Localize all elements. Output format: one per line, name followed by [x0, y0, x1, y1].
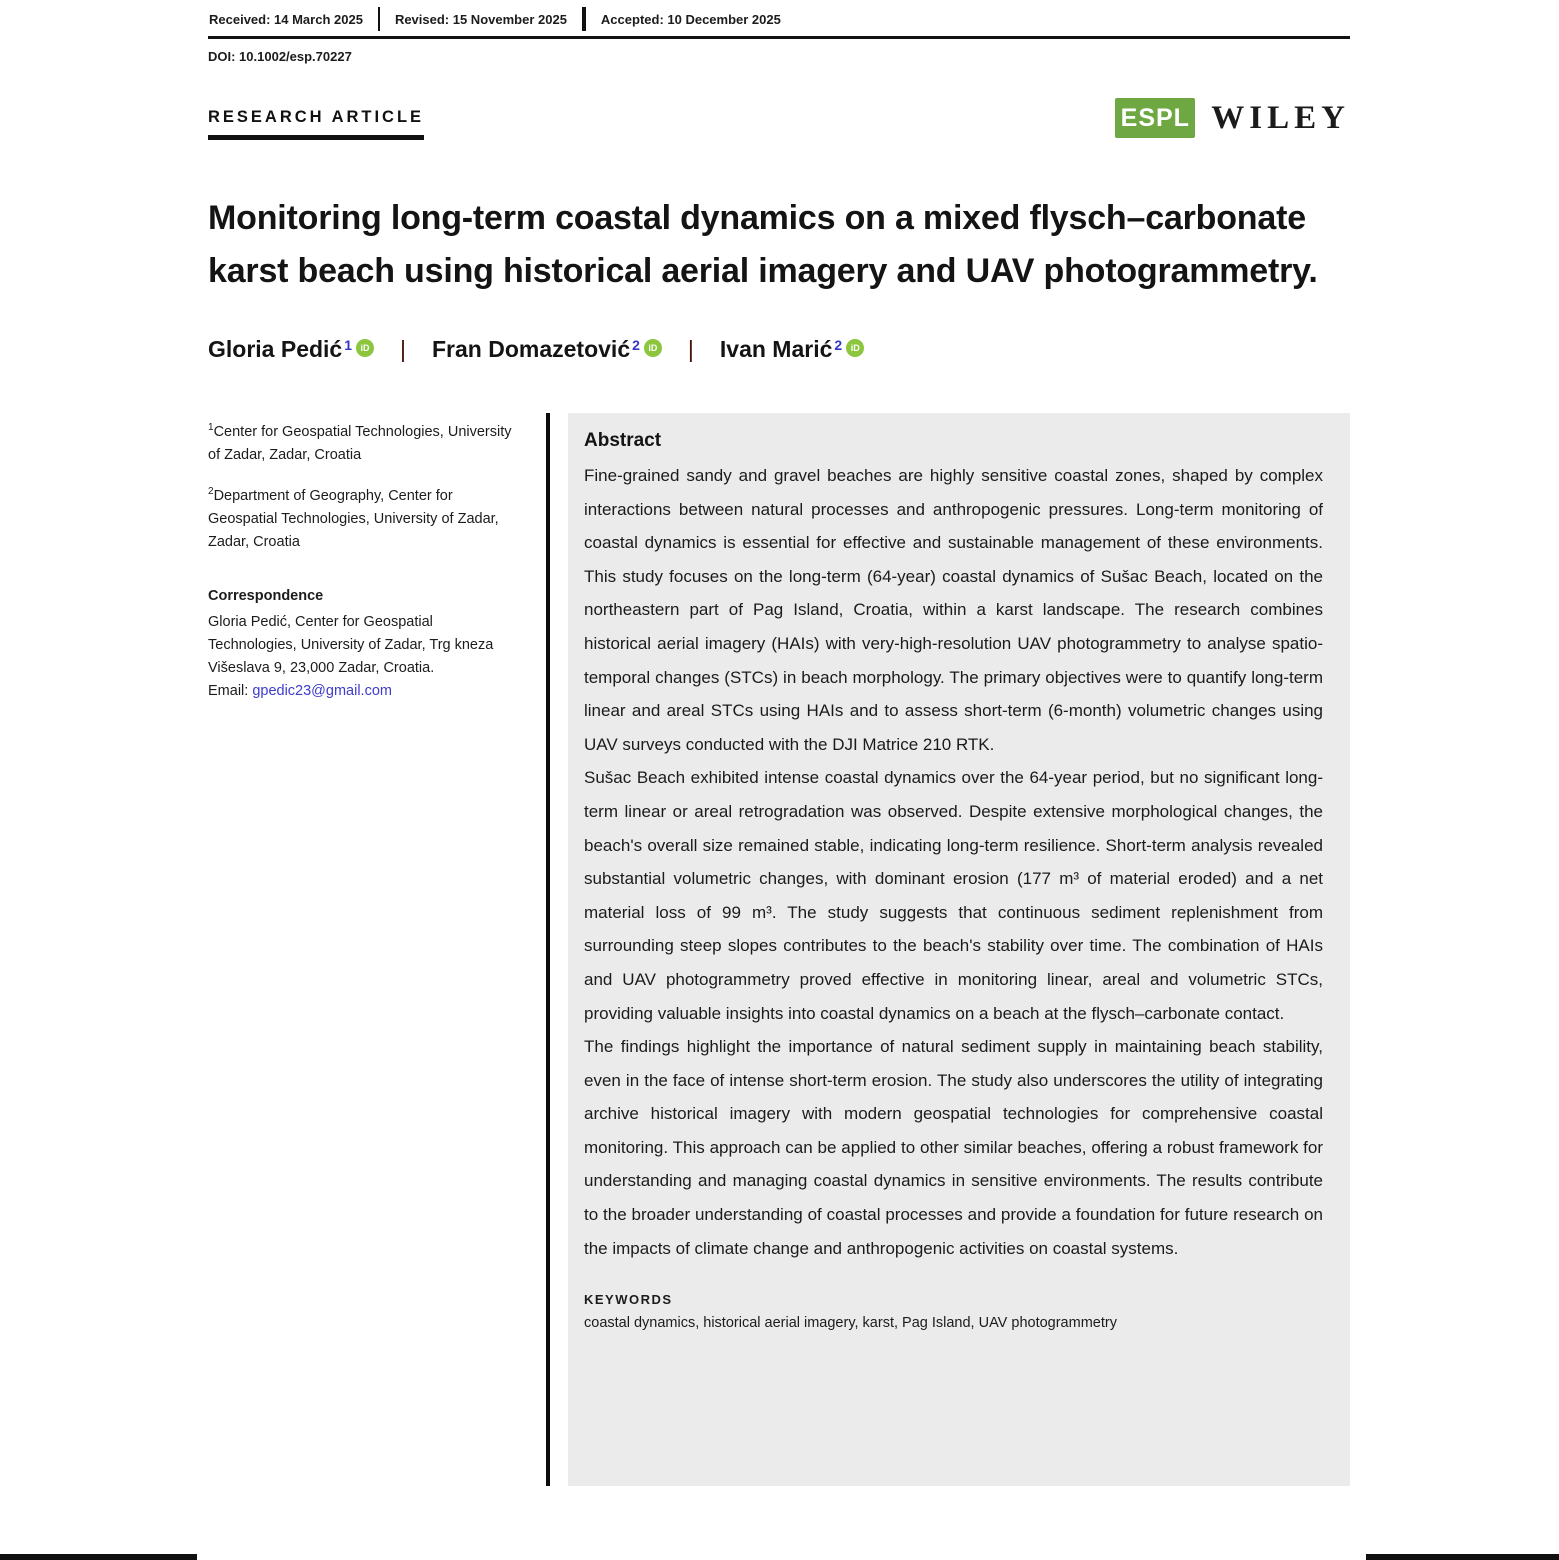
received-date: Received: 14 March 2025	[209, 11, 363, 27]
two-column-layout	[208, 413, 1350, 1486]
author	[208, 336, 374, 363]
affiliation-ref: 2	[208, 485, 214, 497]
correspondence-address: Gloria Pedić, Center for Geospatial Technologies, University of Zadar, Trg kneza Višeslava 9, 23,000 Zadar, Croatia.	[208, 613, 494, 676]
author-affiliation-ref: 2	[834, 337, 843, 353]
author-name: Gloria Pedić	[208, 336, 343, 362]
wiley-logo: WILEY	[1211, 99, 1350, 136]
meta-rule	[208, 36, 1350, 39]
author-separator: |	[400, 336, 406, 362]
doi: DOI: 10.1002/esp.70227	[208, 49, 352, 64]
author-affiliation-ref: 1	[344, 337, 353, 353]
abstract-paragraphs	[584, 459, 1323, 1265]
left-column	[208, 413, 522, 1486]
correspondence-text	[208, 611, 522, 703]
abstract-paragraph: The findings highlight the importance of natural sediment supply in maintaining beach stability, even in the face of intense short-term erosion. The study also underscores the utility of integrating archive historical imagery with modern geospatial technologies for comprehensive coastal monitoring. This approach can be applied to other similar beaches, offering a robust framework for understanding and managing coastal dynamics in sensitive environments. The results contribute to the broader understanding of coastal processes and provide a foundation for future research on the impacts of climate change and anthropogenic activities on coastal systems.	[584, 1037, 1323, 1258]
email-label: Email:	[208, 682, 253, 699]
author-name: Fran Domazetović	[432, 336, 631, 362]
author	[720, 336, 864, 363]
abstract-box	[568, 413, 1350, 1486]
orcid-icon[interactable]: iD	[846, 339, 864, 357]
accepted-date: Accepted: 10 December 2025	[600, 11, 781, 27]
affiliations-list	[208, 416, 522, 554]
orcid-icon[interactable]: iD	[644, 339, 662, 357]
revised-date: Revised: 15 November 2025	[394, 11, 567, 27]
affiliation-text: Department of Geography, Center for Geospatial Technologies, University of Zadar, Zadar, Croatia	[208, 487, 499, 550]
author-affiliation-ref: 2	[632, 337, 640, 353]
author-separator: |	[687, 336, 694, 362]
authors-row	[208, 336, 1350, 363]
affiliation-text: Center for Geospatial Technologies, University of Zadar, Zadar, Croatia	[208, 423, 512, 463]
keywords-text: coastal dynamics, historical aerial imagery, karst, Pag Island, UAV photogrammetry	[584, 1315, 1117, 1332]
bottom-rule-left	[0, 1554, 197, 1560]
page-title: Monitoring long-term coastal dynamics on a mixed flysch–carbonate karst beach using historical aerial imagery and UAV photogrammetry.	[208, 199, 1318, 290]
abstract-heading: Abstract	[584, 430, 662, 451]
correspondence-block	[208, 585, 522, 703]
correspondence-heading: Correspondence	[208, 587, 324, 604]
email-link[interactable]: gpedic23@gmail.com	[252, 682, 392, 699]
column-divider	[546, 413, 550, 1486]
meta-dates-row	[208, 0, 1350, 31]
author-name: Ivan Marić	[719, 336, 833, 362]
affiliation	[208, 480, 522, 554]
article-type-label: RESEARCH ARTICLE	[208, 108, 425, 126]
bottom-rule-right	[1366, 1554, 1559, 1560]
header-row	[208, 98, 1350, 140]
keywords-heading: KEYWORDS	[584, 1292, 673, 1308]
article-type	[208, 108, 424, 140]
article-type-underline	[208, 135, 424, 140]
journal-logos	[1115, 98, 1350, 138]
orcid-icon[interactable]: iD	[356, 339, 374, 357]
abstract-paragraph: Fine-grained sandy and gravel beaches are highly sensitive coastal zones, shaped by complex interactions between natural processes and anthropogenic pressures. Long-term monitoring of coastal dynamics is essential for effective and sustainable management of these environments. This study focuses on the long-term (64-year) coastal dynamics of Sušac Beach, located on the northeastern part of Pag Island, Croatia, within a karst landscape. The research combines historical aerial imagery (HAIs) with very-high-resolution UAV photogrammetry to analyse spatio-temporal changes (STCs) in beach morphology. The primary objectives were to quantify long-term linear and areal STCs using HAIs and to assess short-term (6-month) volumetric changes using UAV surveys conducted with the DJI Matrice 210 RTK.	[584, 466, 1323, 754]
abstract-paragraph: Sušac Beach exhibited intense coastal dynamics over the 64-year period, but no significant long-term linear or areal retrogradation was observed. Despite extensive morphological changes, the beach's overall size remained stable, indicating long-term resilience. Short-term analysis revealed substantial volumetric changes, with dominant erosion (177 m³ of material eroded) and a net material loss of 99 m³. The study suggests that continuous sediment replenishment from surrounding steep slopes contributes to the beach's stability over time. The combination of HAIs and UAV photogrammetry proved effective in monitoring linear, areal and volumetric STCs, providing valuable insights into coastal dynamics on a beach at the flysch–carbonate contact.	[584, 768, 1323, 1023]
affiliation-ref: 1	[208, 422, 214, 433]
affiliation	[208, 416, 522, 467]
espl-logo: ESPL	[1115, 98, 1195, 138]
author	[432, 336, 662, 363]
